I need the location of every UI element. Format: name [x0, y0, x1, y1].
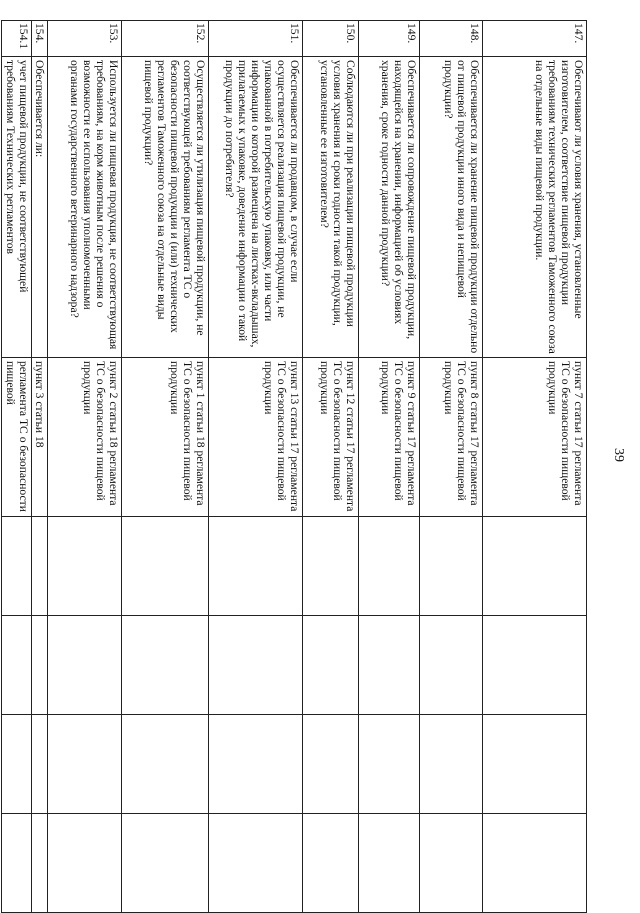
legal-reference: пункт 8 статьи 17 регламента ТС о безопасности пищевой продукции [420, 358, 483, 517]
answer-cell-yes [420, 517, 483, 616]
requirement-question: Обеспечивается ли сопровождение пищевой продукции, находящейся на хранении, информацией об условиях хранения, сроке годности данной продукции? [359, 57, 420, 358]
legal-reference: пункт 1 статьи 18 регламента ТС о безопасности пищевой продукции [122, 358, 209, 517]
requirement-question: Обеспечивается ли: [32, 57, 48, 358]
notes-cell [32, 814, 48, 913]
answer-cell-na [122, 715, 209, 814]
table-row [303, 21, 359, 913]
row-number: 149. [359, 21, 420, 57]
answer-cell-yes [122, 517, 209, 616]
answer-cell-yes [209, 517, 303, 616]
row-number: 154.1 [2, 21, 32, 57]
legal-reference: пункт 7 статьи 17 регламента ТС о безопасности пищевой продукции [483, 358, 587, 517]
answer-cell-yes [483, 517, 587, 616]
table-row [32, 21, 48, 913]
answer-cell-na [48, 715, 122, 814]
notes-cell [303, 814, 359, 913]
legal-reference: пункт 9 статьи 17 регламента ТС о безопасности пищевой продукции [359, 358, 420, 517]
answer-cell-na [209, 715, 303, 814]
checklist-table [1, 20, 587, 913]
answer-cell-na [32, 715, 48, 814]
answer-cell-no [48, 616, 122, 715]
row-number: 148. [420, 21, 483, 57]
answer-cell-yes [359, 517, 420, 616]
requirement-question: Обеспечивается ли продавцом, в случае если осуществляется реализация пищевой продукции, не упакованной в потребительскую упаковку, или части информации о которой размещена на листках-вкладышах, прилагаемых к упаковке, доведение информации о такой продукции до потребителя? [209, 57, 303, 358]
answer-cell-no [483, 616, 587, 715]
requirement-question: Осуществляется ли утилизация пищевой продукции, не соответствующей требованиям регламента ТС о безопасности пищевой продукции и (или) технических регламентов Таможенного союза на отдельные виды пищевой продукции? [122, 57, 209, 358]
row-number: 153. [48, 21, 122, 57]
table-row [420, 21, 483, 913]
table-row [122, 21, 209, 913]
notes-cell [483, 814, 587, 913]
page-number: 39 [611, 448, 626, 462]
requirement-question: Используется ли пищевая продукция, не соответствующая требованиям, на корм животным после решения о возможности ее использования уполномоченными органами государственного ветеринарного надзора? [48, 57, 122, 358]
row-number: 152. [122, 21, 209, 57]
requirement-question: учет пищевой продукции, не соответствующей требованиям Технических регламентов [2, 57, 32, 358]
answer-cell-yes [32, 517, 48, 616]
legal-reference: пункт 3 статьи 18 [32, 358, 48, 517]
requirement-question: Соблюдаются ли при реализации пищевой продукции условия хранения и сроки годности такой продукции, установленные ее изготовителем? [303, 57, 359, 358]
requirement-question: Обеспечивают ли условия хранения, установленные изготовителем, соответствие пищевой продукции требованиям технических регламентов Таможенного союза на отдельные виды пищевой продукции. [483, 57, 587, 358]
row-number: 151. [209, 21, 303, 57]
answer-cell-no [359, 616, 420, 715]
answer-cell-no [32, 616, 48, 715]
notes-cell [420, 814, 483, 913]
table-row [209, 21, 303, 913]
answer-cell-yes [303, 517, 359, 616]
notes-cell [122, 814, 209, 913]
table-body [2, 21, 587, 913]
answer-cell-na [359, 715, 420, 814]
table-row [483, 21, 587, 913]
row-number: 154. [32, 21, 48, 57]
notes-cell [48, 814, 122, 913]
answer-cell-na [2, 715, 32, 814]
row-number: 147. [483, 21, 587, 57]
answer-cell-no [209, 616, 303, 715]
notes-cell [359, 814, 420, 913]
answer-cell-yes [2, 517, 32, 616]
answer-cell-na [303, 715, 359, 814]
row-number: 150. [303, 21, 359, 57]
notes-cell [2, 814, 32, 913]
legal-reference: пункт 13 статьи 17 регламента ТС о безопасности пищевой продукции [209, 358, 303, 517]
legal-reference: регламента ТС о безопасности пищевой [2, 358, 32, 517]
answer-cell-na [420, 715, 483, 814]
table-row [359, 21, 420, 913]
requirement-question: Обеспечивается ли хранение пищевой продукции отдельно от пищевой продукции иного вида и непищевой продукции? [420, 57, 483, 358]
answer-cell-no [420, 616, 483, 715]
answer-cell-no [2, 616, 32, 715]
checklist-table-rotated [4, 20, 587, 891]
answer-cell-yes [48, 517, 122, 616]
notes-cell [209, 814, 303, 913]
table-row [2, 21, 32, 913]
answer-cell-no [303, 616, 359, 715]
legal-reference: пункт 2 статьи 18 регламента ТС о безопасности пищевой продукции [48, 358, 122, 517]
table-row [48, 21, 122, 913]
answer-cell-na [483, 715, 587, 814]
legal-reference: пункт 12 статьи 17 регламента ТС о безопасности пищевой продукции [303, 358, 359, 517]
answer-cell-no [122, 616, 209, 715]
